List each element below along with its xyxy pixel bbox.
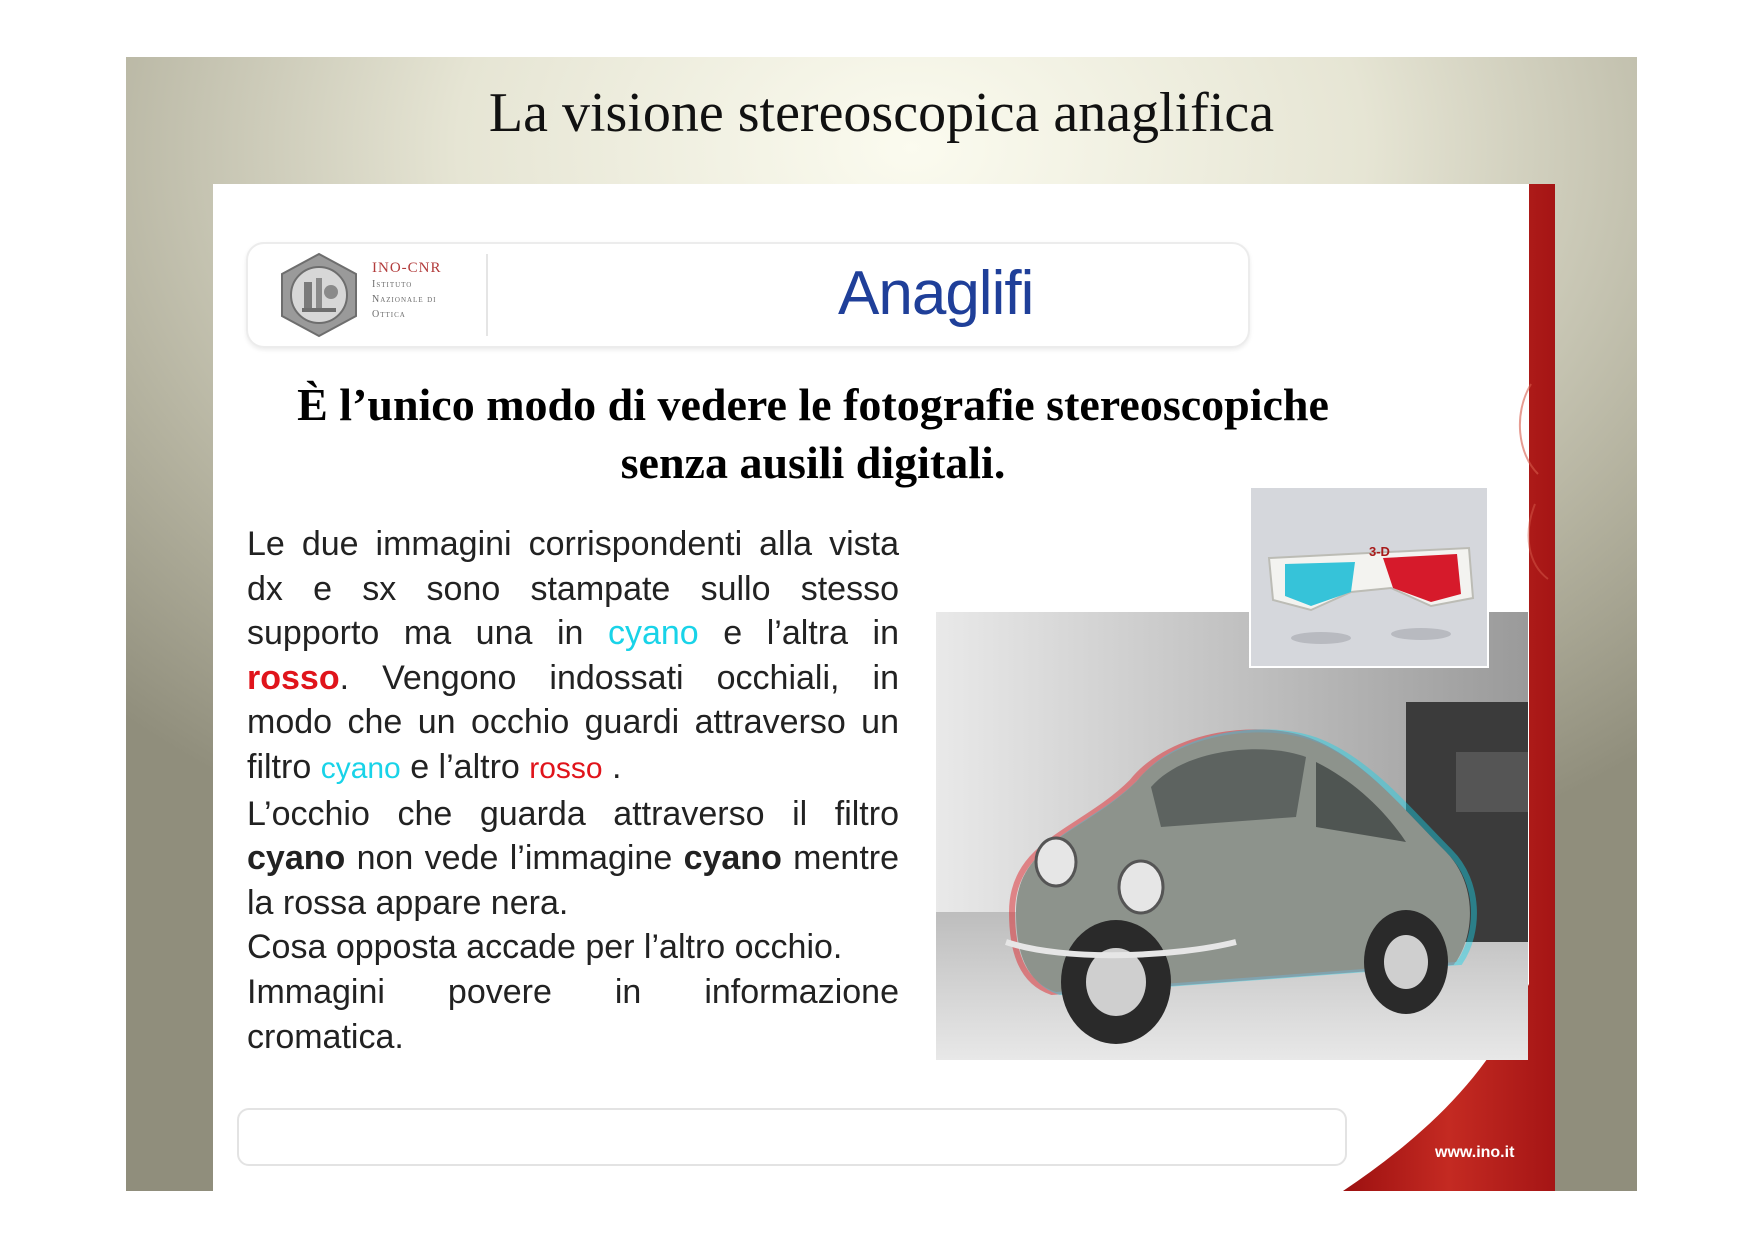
slide (126, 57, 1637, 1191)
website-url: www.ino.it (1435, 1144, 1515, 1161)
text-run: L’occhio che guarda attraverso il filtro (247, 794, 899, 833)
cyan-word: cyano (320, 751, 401, 785)
header-bar (246, 242, 1250, 348)
red-word: rosso (247, 658, 340, 697)
text-run: Le due immagini corrispondenti alla vista dx e sx sono stampate sullo stesso supporto ma una in (247, 525, 899, 653)
ino-cnr-seal-icon (276, 252, 362, 338)
text-run: mentre la rossa appare nera. (247, 839, 899, 922)
slide-title: La visione stereoscopica anaglifica (488, 82, 1275, 144)
text-run: . Vengono indossati occhiali, in modo che un occhio guardi attraverso un filtro (247, 658, 899, 786)
3d-glasses-photo (1249, 486, 1489, 668)
logo-name: INO-CNR (372, 260, 442, 276)
logo-subtitle-line: Istituto (372, 279, 413, 290)
subtitle-line: senza ausili digitali. (620, 437, 1006, 488)
logo-subtitle-line: Ottica (372, 309, 406, 320)
glasses-label: 3-D (1369, 544, 1390, 559)
header-title: Anaglifi (838, 259, 1034, 328)
footer-bar (237, 1108, 1347, 1166)
logo-text (372, 260, 442, 322)
body-text (247, 522, 899, 1059)
body-paragraph: Cosa opposta accade per l’altro occhio. (247, 928, 843, 967)
text-run: . (602, 747, 622, 786)
subtitle-line: È l’unico modo di vedere le fotografie stereoscopiche (297, 379, 1329, 430)
body-paragraph (247, 792, 899, 926)
anaglyph-car-photo (936, 612, 1528, 1060)
text-run: e l’altro (400, 747, 530, 786)
logo-subtitle-line: Nazionale di (372, 294, 437, 305)
text-run: non vede l’immagine (345, 839, 684, 878)
logo-divider (486, 254, 488, 336)
subtitle (273, 376, 1353, 492)
red-word: rosso (529, 751, 603, 785)
3d-glasses-icon (1251, 488, 1487, 666)
bold-word: cyano (683, 839, 782, 878)
body-paragraph: Immagini povere in informazione cromatica. (247, 972, 899, 1056)
bold-word: cyano (247, 839, 346, 878)
cyan-word: cyano (607, 614, 699, 653)
text-run: e l’altra in (698, 614, 899, 653)
body-paragraph (247, 522, 899, 792)
content-panel (213, 184, 1555, 1191)
